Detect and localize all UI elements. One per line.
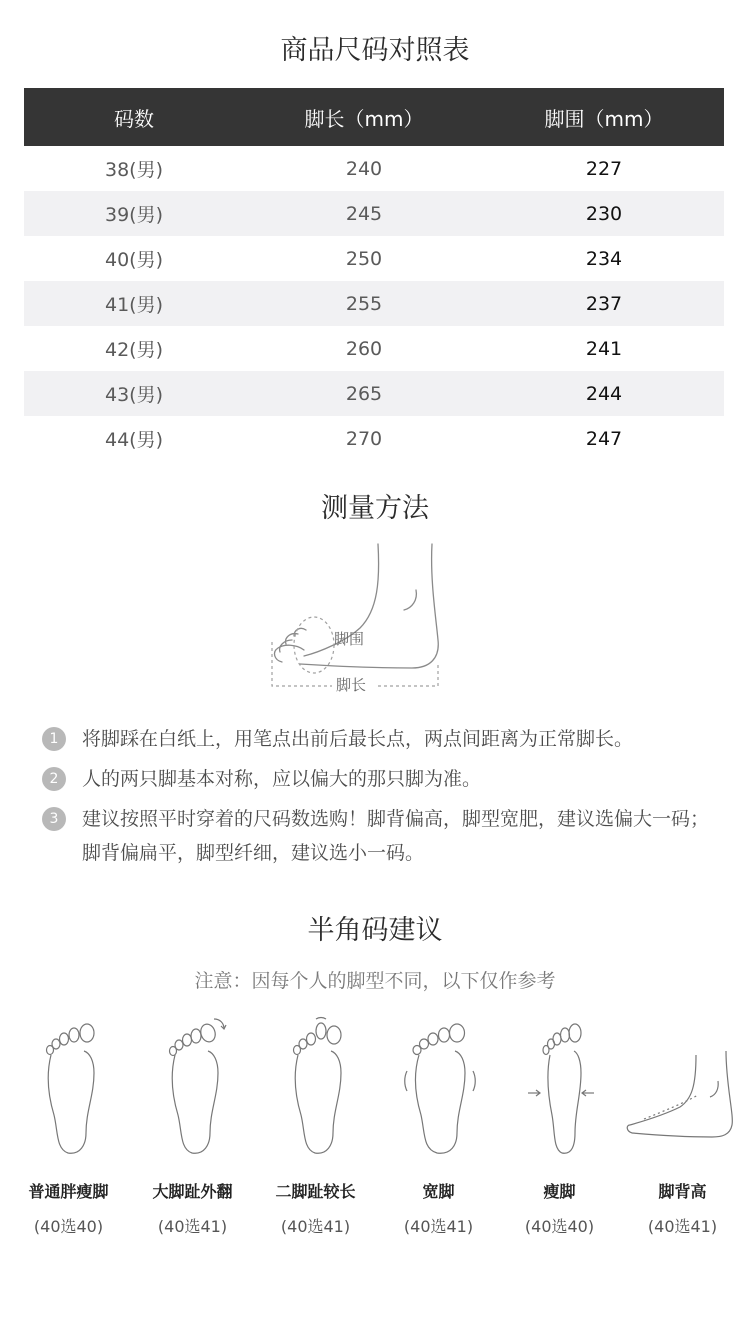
cell-size: 39(男) (104, 204, 163, 226)
header-foot-length: 脚长（mm） (304, 106, 424, 131)
foot-type-name: 大脚趾外翻 (152, 1182, 233, 1201)
foot-type-list (0, 1015, 750, 1255)
step-text: 将脚踩在白纸上，用笔点出前后最长点，两点间距离为正常脚长。 (82, 728, 634, 750)
foot-type-name: 二脚趾较长 (275, 1182, 356, 1201)
foot-type-thin (497, 1015, 622, 1237)
foot-type-size: (40选41) (647, 1217, 718, 1236)
foot-measure-illustration (262, 540, 452, 695)
foot-type-size: (40选40) (33, 1217, 104, 1236)
measure-steps (42, 722, 722, 876)
cell-size: 43(男) (104, 384, 163, 406)
table-row (24, 416, 724, 461)
table-row (24, 326, 724, 371)
table-row (24, 146, 724, 191)
table-row (24, 371, 724, 416)
cell-length: 270 (345, 427, 383, 450)
foot-type-name: 普通胖瘦脚 (28, 1182, 109, 1201)
length-label: 脚长 (336, 676, 367, 694)
header-size: 码数 (114, 106, 154, 131)
foot-type-size: (40选41) (403, 1217, 474, 1236)
cell-girth: 237 (585, 292, 623, 315)
step-text: 人的两只脚基本对称，应以偏大的那只脚为准。 (82, 768, 482, 790)
advice-note: 注意：因每个人的脚型不同，以下仅作参考 (194, 970, 556, 992)
high-instep-foot-icon (624, 1015, 742, 1157)
cell-size: 40(男) (104, 249, 163, 271)
foot-type-wide (376, 1015, 501, 1237)
measure-title: 测量方法 (321, 493, 429, 524)
foot-type-name: 瘦脚 (543, 1182, 576, 1201)
foot-type-size: (40选40) (524, 1217, 595, 1236)
header-foot-girth: 脚围（mm） (544, 106, 664, 131)
cell-length: 250 (345, 247, 383, 270)
cell-length: 260 (345, 337, 383, 360)
cell-size: 42(男) (104, 339, 163, 361)
cell-girth: 227 (585, 157, 623, 180)
cell-girth: 244 (585, 382, 623, 405)
cell-size: 41(男) (104, 294, 163, 316)
foot-type-size: (40选41) (280, 1217, 351, 1236)
cell-length: 255 (345, 292, 383, 315)
advice-title: 半角码建议 (307, 915, 443, 946)
list-item (42, 802, 722, 870)
size-table-header (24, 88, 724, 146)
cell-size: 38(男) (104, 159, 163, 181)
cell-girth: 241 (585, 337, 623, 360)
foot-type-long-second-toe (253, 1015, 378, 1237)
foot-type-name: 脚背高 (658, 1182, 707, 1201)
size-table (24, 88, 724, 461)
cell-length: 265 (345, 382, 383, 405)
size-chart-title: 商品尺码对照表 (280, 35, 470, 66)
big-toe-out-foot-icon (158, 1015, 228, 1157)
foot-type-size: (40选41) (157, 1217, 228, 1236)
foot-type-big-toe-out (130, 1015, 255, 1237)
cell-girth: 234 (585, 247, 623, 270)
step-number-badge: 1 (42, 727, 66, 751)
step-number-badge: 2 (42, 767, 66, 791)
wide-foot-icon (399, 1015, 479, 1157)
foot-type-normal (6, 1015, 131, 1237)
cell-length: 245 (345, 202, 383, 225)
cell-length: 240 (345, 157, 383, 180)
foot-type-high-instep (620, 1015, 745, 1237)
table-row (24, 191, 724, 236)
list-item (42, 762, 722, 796)
thin-foot-icon (520, 1015, 600, 1157)
long-second-toe-foot-icon (281, 1015, 351, 1157)
table-row (24, 281, 724, 326)
step-text: 建议按照平时穿着的尺码数选购！脚背偏高，脚型宽肥，建议选偏大一码；脚背偏扁平，脚型纤细，建议选小一码。 (82, 808, 710, 864)
normal-foot-icon (34, 1015, 104, 1157)
table-row (24, 236, 724, 281)
step-number-badge: 3 (42, 807, 66, 831)
cell-size: 44(男) (104, 429, 163, 451)
cell-girth: 247 (585, 427, 623, 450)
cell-girth: 230 (585, 202, 623, 225)
foot-type-name: 宽脚 (422, 1182, 455, 1201)
girth-label: 脚围 (334, 630, 365, 648)
list-item (42, 722, 722, 756)
